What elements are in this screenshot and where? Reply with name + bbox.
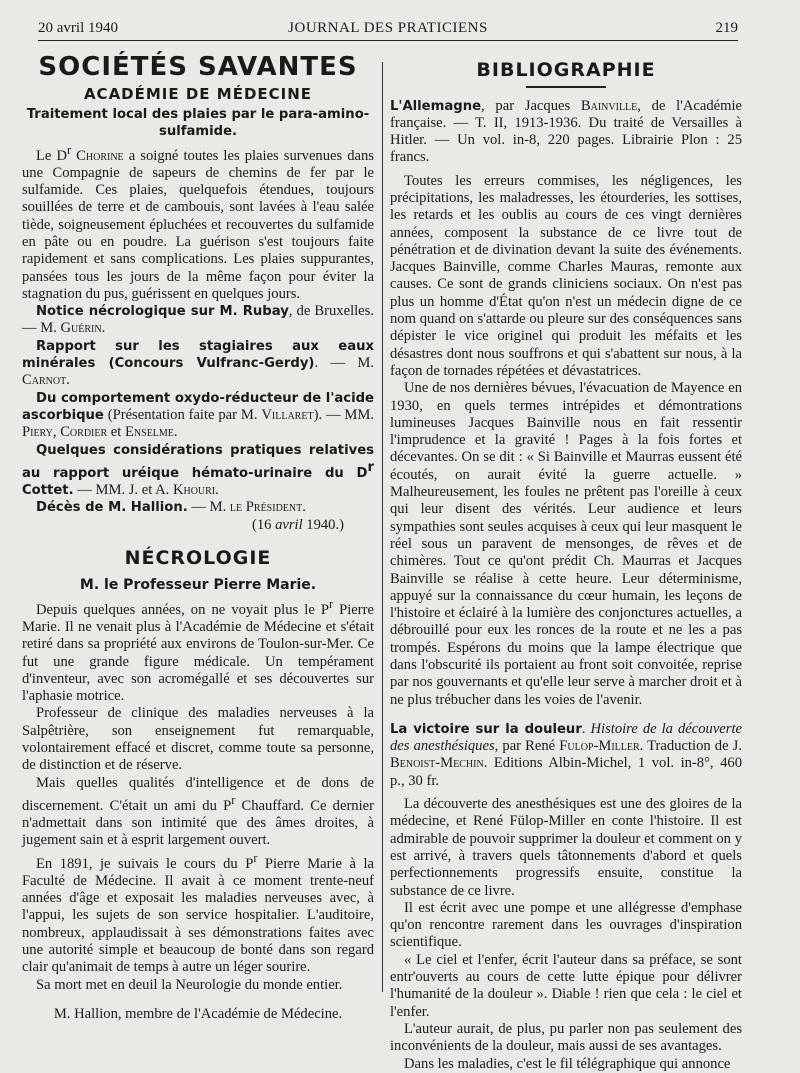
necro-p1 [22,596,374,706]
item5 [22,442,374,500]
ref2-citation [390,721,742,790]
ref1-author: Bainville [580,97,638,114]
session-date-month: avril [275,516,303,533]
ref1-p2: Une de nos dernières bévues, l'évacuation de Mayence en 1930, en quels termes intrépides et démontrations lumineuses Jacques Bainville nous en fait ressentir l'imprudence et la gravité ! Pages à la fois fortes et décevantes. On se dit : « Si Bainville et Maurras eussent été écoutés, on aurait évité la guerre actuelle. » Malheureusement, les foules ne prêtent pas l'oreille à ceux qui leur disent des vérités. Leur audience et leurs sympathies sont seules acquises à ceux qui leur masquent le réel sous un paravent de mensonges, de rêves et de chimères. Tout ce qu'ont prédit Ch. Maurras et Jacques Bainville se réalise à cette heure. Leur déterminisme, appuyé sur la connaissance du cœur humain, les leçons de l'histoire et éclairé à la lumière des conjonctures actuelles, a débrouillé pour eux les ronces de la route et ne les a pas trompés. Espérons du moins que la lampe électrique que dans l'obscurité ils portaient au front soit convoitée, reprise par nos gouvernants et qu'elle leur serve à marcher droit et à ne plus trébucher dans les voies de l'avenir. [390,380,742,708]
item2-rest: , de Bruxelles. — M. [22,303,374,337]
necro-p4a: En 1891, je suivais le cours du P [36,855,254,872]
ref2-p4: L'auteur aurait, de plus, pu parler non pas seulement des inconvénients de la douleur, mais aussi de ses avantages. [390,1020,742,1055]
necro-p3sup: r [231,792,236,807]
necro-subtitle: M. le Professeur Pierre Marie. [79,576,317,593]
item4-rest2: ). — MM. [313,406,375,423]
ref2-mid: , par René [494,738,560,755]
item5-title2: Cottet. [22,482,74,498]
ref1-rest: , de l'Académie française. — T. II, 1913-1936. Du traité de Versailles à Hitler. — Un vol. in-8, 220 pages. Librairie Plon : 25 francs. [390,97,742,166]
right-column [390,50,742,1072]
ref2-p3: « Le ciel et l'enfer, écrit l'auteur dans sa préface, se sont entr'ouverts au cours de cette lutte épique pour délivrer l'humanité de la douleur ». Diable ! rien que cela : le ciel et l'enfer. [390,951,742,1020]
ref1-title: L'Allemagne [390,98,482,114]
page-header [38,18,738,41]
item2-author: Guérin. [60,320,106,337]
item1-sup: r [67,142,72,157]
column-divider [382,62,383,992]
item5-author: Khouri. [172,481,219,498]
issue-date: 20 avril 1940 [38,20,118,36]
item4-author3: Enselme. [125,424,178,441]
item6-author: le Président. [229,499,306,516]
ref1-p1: Toutes les erreurs commises, les négligences, les précipitations, les maladresses, les étourderies, les sottises, les retards et les oublis au cours de ces vingt dernières années, composent la substance de ce livre tout de pénétration et de divination devant la suite des événements. Jacques Bainville, comme Charles Mauras, remonte aux causes. Ce sont de grands cliniciens sociaux. On n'est pas plus un homme d'État qu'on n'est un médecin digne de ce nom quand on s'attarde ou pleure sur des conséquences sans dépister le vice originel qui produit les méfaits et les désastres dont nous souffrons et qui s'abattent sur nous, à la façon de tornades répétées et dévastatrices. [390,172,742,379]
page-number: 219 [715,20,738,36]
item1-text-a: Le D [36,147,68,164]
section-title-bibliographie: BIBLIOGRAPHIE [476,59,656,81]
item6-rest: — M. [187,499,230,516]
item2 [22,303,374,338]
session-date-b: 1940.) [302,516,344,533]
item6 [22,499,374,516]
academy-heading: ACADÉMIE DE MÉDECINE [83,85,313,103]
item1-title-para [22,106,374,141]
necro-p1b: Pierre Marie. Il ne venait plus à l'Académie de Médecine et s'était retiré dans sa propriété aux environs de Toulon-sur-Mer. Ce fut une grande figure médicale. Un tempérament d'inventeur, avec son acromégallé et ses découvertes sur l'aphasie motrice. [22,601,374,705]
ref2-mid2: . Traduction de J. [639,738,742,755]
necro-p3b: Chauffard. Ce dernier n'admettait dans son intimité que des âmes droites, à jugement sain et à esprit largement ouvert. [22,797,374,849]
necro-p2: Professeur de clinique des maladies nerveuses à la Salpêtrière, son enseignement fut remarquable, volontairement effacé et discret, comme toute sa personne, de distinction et de réserve. [22,705,374,774]
item1-text-b: a soigné toutes les plaies survenues dans une Compagnie de sapeurs de chemins de fer par le sulfamide. Ces plaies, quelquefois étendues, toujours souillées de terre et de cambouis, sont lavées à l'eau salée tiède, soigneusement épluchées et recouvertes du sulfamide en pâte ou en poudre. La guérison s'est toujours faite rapidement et sans complications. Les plaies suppurantes, pansées tous les jours de la même façon pour éviter la stagnation du pus, guérissent en quelques jours. [22,147,374,302]
journal-title: JOURNAL DES PRATICIENS [288,20,488,36]
item1-author: Chorine [76,147,124,164]
item5-sup: r [367,459,374,475]
ref2-p1: La découverte des anesthésiques est une des gloires de la médecine, et René Fülop-Miller en conte l'histoire. Il est admirable de pouvoir supprimer la douleur et comment on y est arrivé, à travers quels tâtonnements d'abord et quels perfectionnements progressifs ensuite, constitue la substance de ce livre. [390,796,742,899]
necro-p4 [22,850,374,977]
item3-author: Carnot. [22,372,70,389]
ref1-citation [390,98,742,167]
ref2-title: La victoire sur la douleur [390,721,582,737]
item4-title: Du comportement oxydo-réducteur de l'acide ascorbique [22,390,374,423]
item3-title: Rapport sur les stagiaires aux eaux minérales (Concours Vulfranc-Gerdy) [22,338,374,372]
ref2-italic: Histoire de la découverte des anesthésiques [390,720,742,755]
necro-p4b: Pierre Marie à la Faculté de Médecine. Il avait à ce moment trente-neuf années d'âge et exposait les maladies nerveuses avec, à l'appui, les sujets de son service hospitalier. L'auditoire, nombreux, applaudissait à ses démonstrations faites avec une autorité simple et beaucoup de bonté dans son regard clair qu'animait de temps à autre un léger sourire. [22,855,375,976]
item5-title: Quelques considérations pratiques relatives au rapport uréique hémato-urinaire du D [22,442,374,481]
necro-p5: Sa mort met en deuil la Neurologie du monde entier. [36,976,343,993]
title-rule [526,86,606,88]
left-column [22,50,374,1028]
item2-title: Notice nécrologique sur M. Rubay [36,304,289,320]
item4-and: et [107,424,125,441]
ref2-rest: . Editions Albin-Michel, 1 vol. in-8°, 460 p., 30 fr. [390,755,742,789]
section-title-necrologie: NÉCROLOGIE [124,546,272,569]
item1-title: Traitement local des plaies par le para-amino-sulfamide. [26,107,370,140]
necro-p3a: Mais quelles qualités d'intelligence et de dons de discernement. C'était un ami du P [22,774,374,814]
item4-authors: Piery, Cordier [22,424,108,441]
item6-title: Décès de M. Hallion. [36,500,188,516]
item3 [22,338,374,390]
item5-rest: — MM. J. et A. [73,481,173,498]
session-date [22,517,374,534]
item4 [22,390,374,442]
item1-text [22,142,374,304]
necro-signature: M. Hallion, membre de l'Académie de Médecine. [53,1005,343,1022]
ref2-translator: Benoist-Mechin [390,755,484,772]
necro-p1a: Depuis quelques années, on ne voyait plus le P [36,601,329,618]
ref2-dot: . [581,720,591,737]
necro-p1sup: r [329,596,334,611]
necro-p3 [22,775,374,850]
section-title-societes: SOCIÉTÉS SAVANTES [38,52,358,82]
item4-rest: (Présentation faite par M. [103,406,262,423]
item3-rest: . — M. [314,355,374,372]
ref2-author: Fulop-Miller [559,738,640,755]
ref2-p2: Il est écrit avec une pompe et une allégresse d'emphase qu'on rencontre rarement dans les ouvrages d'inspiration scientifique. [390,899,742,951]
necro-p4sup: r [253,850,258,865]
session-date-a: (16 [251,516,276,533]
item4-presenter: Villaret [261,406,314,423]
ref1-mid: , par Jacques [481,97,581,114]
ref2-p5: Dans les maladies, c'est le fil télégraphique qui annonce [404,1055,731,1072]
